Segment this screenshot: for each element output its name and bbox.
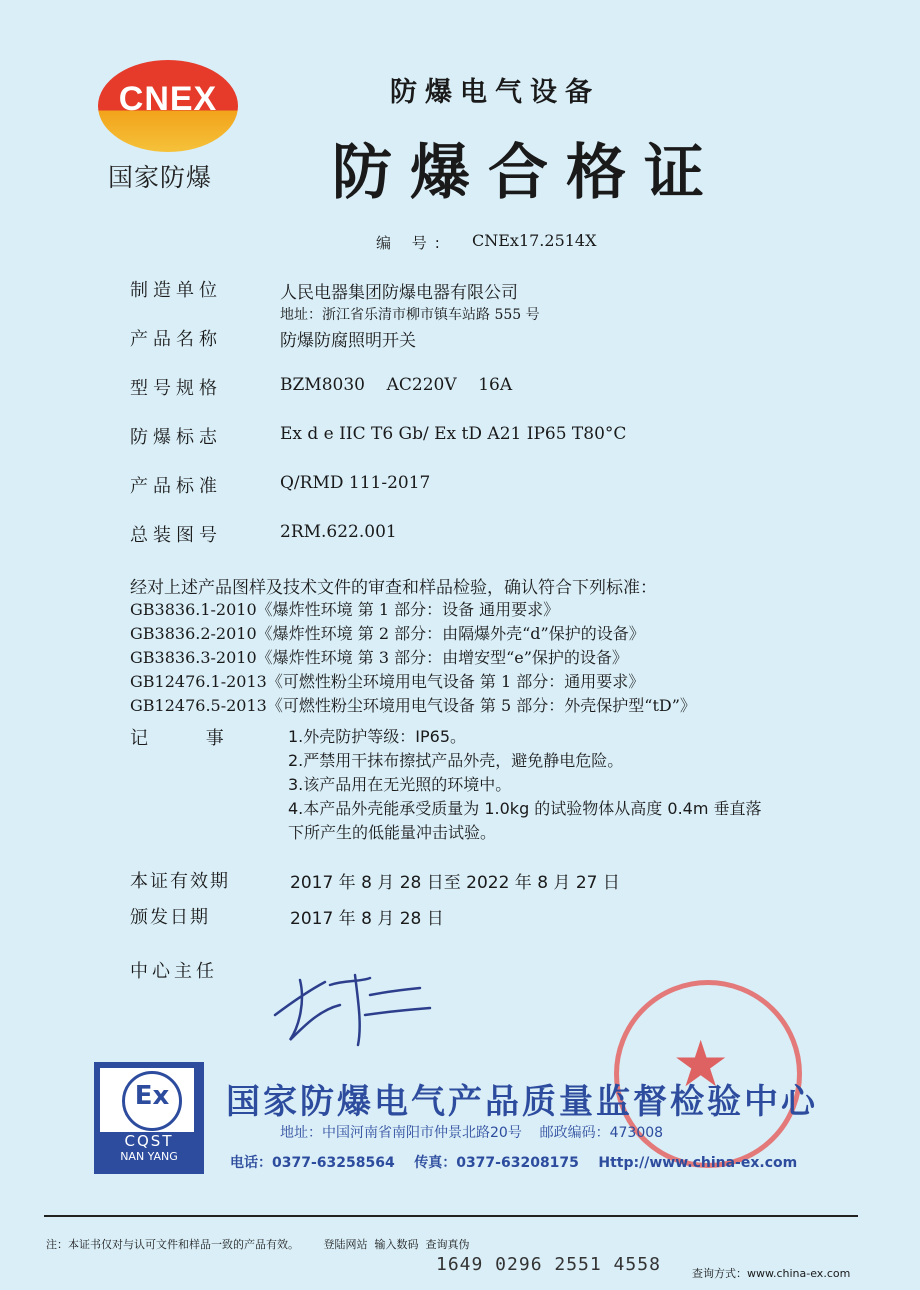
footer-note: 注：本证书仅对与认可文件和样品一致的产品有效。 登陆网站 输入数码 查询真伪 [46,1238,470,1251]
note-item: 3.该产品用在无光照的环境中。 [288,775,512,794]
issue-date-label: 颁发日期 [130,907,210,928]
field-label-model: 型号规格 [130,378,222,399]
note-item: 下所产生的低能量冲击试验。 [288,823,497,842]
field-value-ex-marking: Ex d e IIC T6 Gb/ Ex tD A21 IP65 T80°C [280,424,627,444]
note-item: 1.外壳防护等级：IP65。 [288,727,466,746]
standard-item: GB3836.2-2010《爆炸性环境 第 2 部分：由隔爆外壳“d”保护的设备》 [130,624,645,643]
field-label-ex-marking: 防爆标志 [130,427,222,448]
cqst-text: CQST [124,1132,174,1150]
certificate-number-value: CNEx17.2514X [472,231,597,250]
standard-item: GB3836.1-2010《爆炸性环境 第 1 部分：设备 通用要求》 [130,600,560,619]
notes-label: 记 事 [130,728,250,749]
director-label: 中心主任 [130,961,218,982]
center-address: 地址：中国河南省南阳市仲景北路20号 邮政编码：473008 [280,1125,664,1141]
field-value-product-name: 防爆防腐照明开关 [280,331,416,351]
standard-item: GB3836.3-2010《爆炸性环境 第 3 部分：由增安型“e”保护的设备》 [130,648,628,667]
field-label-manufacturer: 制造单位 [130,280,222,301]
field-value-product-standard: Q/RMD 111-2017 [280,473,431,493]
field-label-product-name: 产品名称 [130,329,222,350]
field-label-product-standard: 产品标准 [130,476,222,497]
seal-star-icon: ★ [672,1028,730,1102]
certificate-number-label: 编 号: [376,234,448,252]
center-contact: 电话：0377-63258564 传真：0377-63208175 Http://www.china-ex.com [230,1155,798,1171]
standard-item: GB12476.1-2013《可燃性粉尘环境用电气设备 第 1 部分：通用要求》 [130,672,645,691]
center-name: 国家防爆电气产品质量监督检验中心 [226,1082,818,1122]
field-value-assembly-drawing: 2RM.622.001 [280,522,397,542]
field-value-manufacturer: 人民电器集团防爆电器有限公司 [280,283,518,303]
field-value-model: BZM8030 AC220V 16A [280,375,513,395]
certificate-title: 防爆合格证 [332,138,722,208]
query-code: 1649 0296 2551 4558 [436,1254,661,1275]
cnex-logo-subtitle: 国家防爆 [108,163,213,192]
note-item: 4.本产品外壳能承受质量为 1.0kg 的试验物体从高度 0.4m 垂直落 [288,799,762,818]
field-value-manufacturer-address: 地址：浙江省乐清市柳市镇车站路 555 号 [280,307,540,323]
field-label-assembly-drawing: 总装图号 [130,525,222,546]
issue-date-value: 2017 年 8 月 28 日 [290,909,444,929]
standard-item: GB12476.5-2013《可燃性粉尘环境用电气设备 第 5 部分：外壳保护型“tD”》 [130,696,696,715]
nanyang-text: NAN YANG [120,1150,178,1163]
standards-heading: 经对上述产品图样及技术文件的审查和样品检验，确认符合下列标准： [130,578,657,598]
validity-label: 本证有效期 [130,871,230,892]
note-item: 2.严禁用干抹布擦拭产品外壳，避免静电危险。 [288,751,624,770]
cnex-logo-text: CNEX [118,80,218,118]
validity-value: 2017 年 8 月 28 日至 2022 年 8 月 27 日 [290,873,620,893]
footer-divider [44,1215,858,1217]
certificate-subtitle: 防爆电气设备 [390,77,600,108]
director-signature [270,970,440,1050]
query-method: 查询方式：www.china-ex.com [692,1267,851,1280]
ex-mark: Ex [134,1081,170,1111]
